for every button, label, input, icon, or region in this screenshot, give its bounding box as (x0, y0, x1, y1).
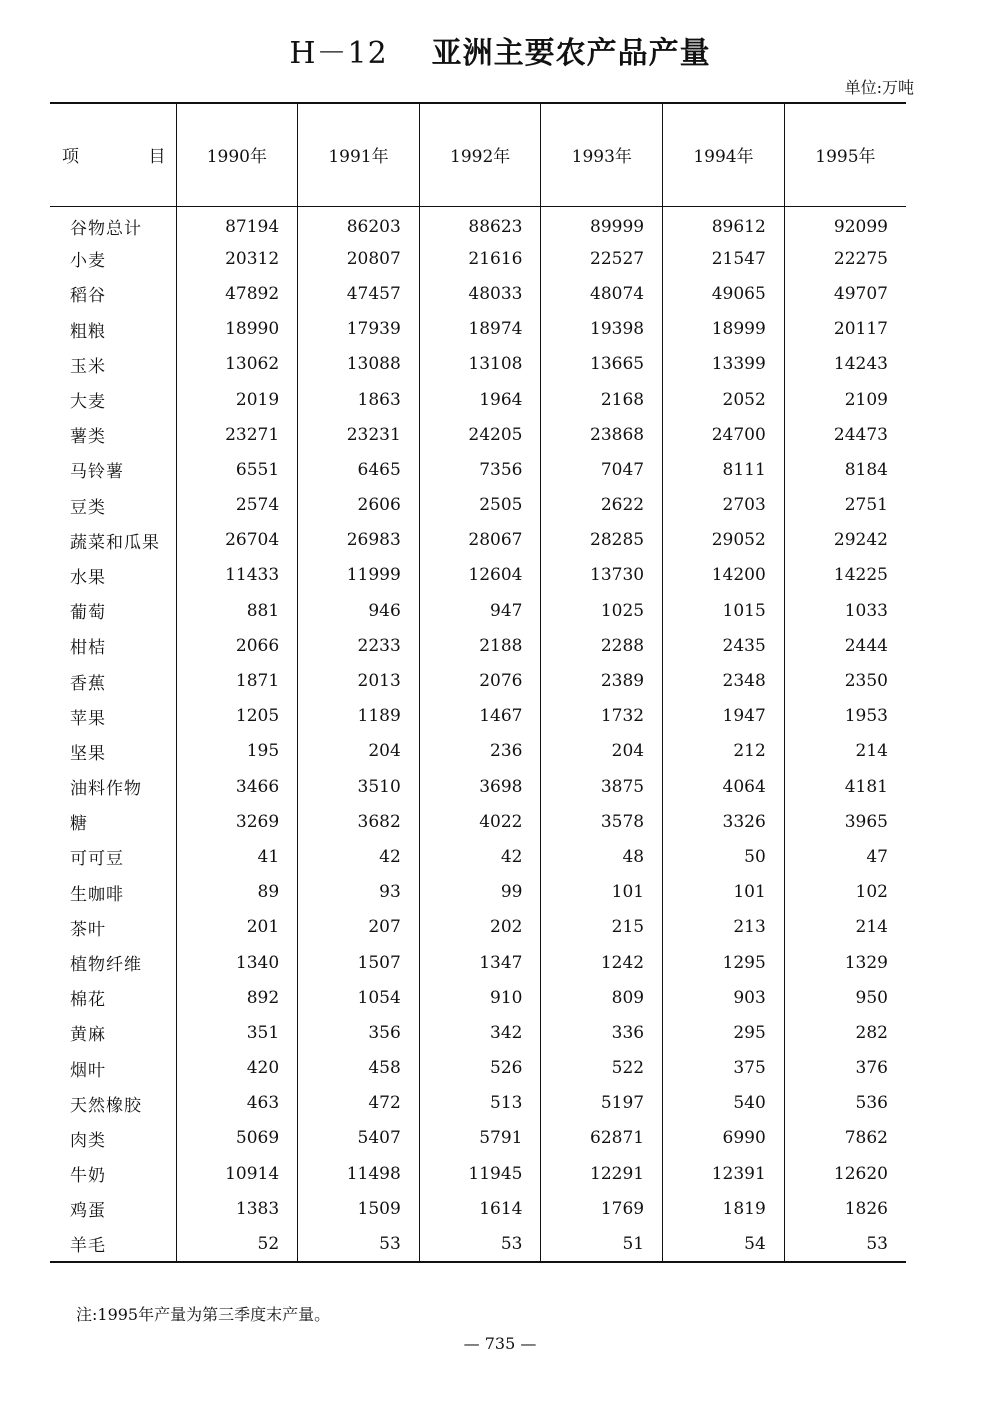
row-item-label: 水果 (70, 567, 106, 588)
value-cell: 13730 (541, 558, 663, 593)
value-cell: 92099 (784, 206, 906, 241)
row-item-label: 豆类 (70, 497, 106, 518)
value-cell: 2109 (784, 382, 906, 417)
value-cell: 50 (663, 839, 785, 874)
value-cell: 214 (784, 910, 906, 945)
item-header-left: 项 (62, 147, 79, 168)
value-cell: 14200 (663, 558, 785, 593)
value-cell: 99 (419, 875, 541, 910)
value-cell: 458 (298, 1051, 420, 1086)
row-item-label: 糖 (70, 814, 88, 835)
value-cell: 89999 (541, 206, 663, 241)
value-cell: 7047 (541, 452, 663, 487)
value-cell: 463 (176, 1086, 298, 1121)
value-cell: 1509 (298, 1191, 420, 1226)
value-cell: 1033 (784, 593, 906, 628)
value-cell: 47457 (298, 276, 420, 311)
value-cell: 26983 (298, 523, 420, 558)
value-cell: 18990 (176, 312, 298, 347)
row-item-label: 羊毛 (50, 1226, 176, 1261)
value-cell: 336 (541, 1015, 663, 1050)
value-cell: 13062 (176, 347, 298, 382)
value-cell: 4022 (419, 804, 541, 839)
table-row (50, 1086, 906, 1121)
production-table (50, 102, 906, 1263)
value-cell: 1964 (419, 382, 541, 417)
value-cell: 2233 (298, 628, 420, 663)
table-row (50, 206, 906, 241)
value-cell: 23868 (541, 417, 663, 452)
value-cell: 3466 (176, 769, 298, 804)
value-cell: 1015 (663, 593, 785, 628)
value-cell: 2606 (298, 488, 420, 523)
row-item-label: 坚果 (70, 743, 106, 764)
value-cell: 11498 (298, 1156, 420, 1191)
table-row (50, 875, 906, 910)
value-cell: 2444 (784, 628, 906, 663)
value-cell: 3698 (419, 769, 541, 804)
row-item-label: 马铃薯 (70, 462, 124, 483)
value-cell: 24700 (663, 417, 785, 452)
row-item-label: 生咖啡 (70, 884, 124, 905)
value-cell: 1467 (419, 699, 541, 734)
year-header: 1991年 (298, 103, 420, 206)
table-body (50, 206, 906, 1262)
table-row (50, 663, 906, 698)
value-cell: 52 (176, 1226, 298, 1261)
table-code: H－12 (289, 36, 388, 71)
table-row (50, 839, 906, 874)
value-cell: 62871 (541, 1121, 663, 1156)
row-item-label: 油料作物 (70, 779, 142, 800)
unit-label: 单位:万吨 (844, 78, 914, 97)
value-cell: 950 (784, 980, 906, 1015)
value-cell: 1953 (784, 699, 906, 734)
row-item-label: 大麦 (70, 392, 106, 413)
table-row (50, 1191, 906, 1226)
value-cell: 351 (176, 1015, 298, 1050)
table-row (50, 312, 906, 347)
value-cell: 21547 (663, 241, 785, 276)
value-cell: 2066 (176, 628, 298, 663)
value-cell: 207 (298, 910, 420, 945)
year-header: 1990年 (176, 103, 298, 206)
value-cell: 28067 (419, 523, 541, 558)
value-cell: 376 (784, 1051, 906, 1086)
value-cell: 101 (541, 875, 663, 910)
value-cell: 2168 (541, 382, 663, 417)
row-item-label: 烟叶 (70, 1060, 106, 1081)
value-cell: 195 (176, 734, 298, 769)
table-row (50, 1121, 906, 1156)
value-cell: 89612 (663, 206, 785, 241)
row-item-label: 粗粮 (70, 321, 106, 342)
value-cell: 88623 (419, 206, 541, 241)
value-cell: 2435 (663, 628, 785, 663)
table-row (50, 452, 906, 487)
value-cell: 47892 (176, 276, 298, 311)
year-header: 1995年 (784, 103, 906, 206)
value-cell: 48033 (419, 276, 541, 311)
row-item-label: 葡萄 (70, 603, 106, 624)
value-cell: 12291 (541, 1156, 663, 1191)
value-cell: 356 (298, 1015, 420, 1050)
value-cell: 48 (541, 839, 663, 874)
value-cell: 41 (176, 839, 298, 874)
value-cell: 13088 (298, 347, 420, 382)
value-cell: 53 (298, 1226, 420, 1261)
value-cell: 1329 (784, 945, 906, 980)
value-cell: 1383 (176, 1191, 298, 1226)
table-row (50, 910, 906, 945)
value-cell: 1189 (298, 699, 420, 734)
value-cell: 212 (663, 734, 785, 769)
value-cell: 13399 (663, 347, 785, 382)
table-row (50, 804, 906, 839)
value-cell: 3326 (663, 804, 785, 839)
value-cell: 1507 (298, 945, 420, 980)
value-cell: 42 (419, 839, 541, 874)
item-column-header (50, 103, 176, 206)
value-cell: 49707 (784, 276, 906, 311)
value-cell: 2348 (663, 663, 785, 698)
table-row (50, 593, 906, 628)
value-cell: 2389 (541, 663, 663, 698)
table-row (50, 769, 906, 804)
value-cell: 7862 (784, 1121, 906, 1156)
value-cell: 21616 (419, 241, 541, 276)
value-cell: 3965 (784, 804, 906, 839)
value-cell: 29242 (784, 523, 906, 558)
row-item-label: 柑桔 (70, 638, 106, 659)
value-cell: 881 (176, 593, 298, 628)
value-cell: 54 (663, 1226, 785, 1261)
value-cell: 3578 (541, 804, 663, 839)
value-cell: 1947 (663, 699, 785, 734)
value-cell: 1347 (419, 945, 541, 980)
value-cell: 5407 (298, 1121, 420, 1156)
row-item-label: 苹果 (70, 708, 106, 729)
value-cell: 1295 (663, 945, 785, 980)
value-cell: 3875 (541, 769, 663, 804)
table-row (50, 980, 906, 1015)
value-cell: 14243 (784, 347, 906, 382)
value-cell: 26704 (176, 523, 298, 558)
value-cell: 86203 (298, 206, 420, 241)
value-cell: 5791 (419, 1121, 541, 1156)
value-cell: 1871 (176, 663, 298, 698)
value-cell: 526 (419, 1051, 541, 1086)
value-cell: 18974 (419, 312, 541, 347)
page-number: — 735 — (463, 1334, 537, 1353)
value-cell: 53 (784, 1226, 906, 1261)
value-cell: 1826 (784, 1191, 906, 1226)
value-cell: 213 (663, 910, 785, 945)
value-cell: 540 (663, 1086, 785, 1121)
value-cell: 513 (419, 1086, 541, 1121)
value-cell: 13665 (541, 347, 663, 382)
value-cell: 236 (419, 734, 541, 769)
value-cell: 4181 (784, 769, 906, 804)
value-cell: 2703 (663, 488, 785, 523)
value-cell: 1205 (176, 699, 298, 734)
value-cell: 2188 (419, 628, 541, 663)
value-cell: 2052 (663, 382, 785, 417)
value-cell: 892 (176, 980, 298, 1015)
value-cell: 12391 (663, 1156, 785, 1191)
value-cell: 2019 (176, 382, 298, 417)
table-row (50, 628, 906, 663)
value-cell: 20117 (784, 312, 906, 347)
year-header: 1993年 (541, 103, 663, 206)
value-cell: 204 (298, 734, 420, 769)
table-row (50, 699, 906, 734)
value-cell: 1025 (541, 593, 663, 628)
value-cell: 47 (784, 839, 906, 874)
value-cell: 2013 (298, 663, 420, 698)
value-cell: 13108 (419, 347, 541, 382)
value-cell: 12620 (784, 1156, 906, 1191)
value-cell: 6990 (663, 1121, 785, 1156)
value-cell: 20312 (176, 241, 298, 276)
value-cell: 522 (541, 1051, 663, 1086)
value-cell: 12604 (419, 558, 541, 593)
value-cell: 215 (541, 910, 663, 945)
row-item-label: 天然橡胶 (70, 1095, 142, 1116)
value-cell: 24473 (784, 417, 906, 452)
table-row (50, 488, 906, 523)
value-cell: 11945 (419, 1156, 541, 1191)
value-cell: 1054 (298, 980, 420, 1015)
value-cell: 2350 (784, 663, 906, 698)
row-item-label: 棉花 (70, 990, 106, 1011)
footnote: 注:1995年产量为第三季度末产量。 (76, 1305, 331, 1324)
table-row (50, 276, 906, 311)
value-cell: 11433 (176, 558, 298, 593)
value-cell: 947 (419, 593, 541, 628)
value-cell: 6551 (176, 452, 298, 487)
row-item-label: 茶叶 (70, 919, 106, 940)
value-cell: 342 (419, 1015, 541, 1050)
row-item-label: 黄麻 (70, 1025, 106, 1046)
value-cell: 101 (663, 875, 785, 910)
value-cell: 51 (541, 1226, 663, 1261)
value-cell: 1769 (541, 1191, 663, 1226)
value-cell: 3269 (176, 804, 298, 839)
value-cell: 2076 (419, 663, 541, 698)
row-item-label: 可可豆 (70, 849, 124, 870)
value-cell: 946 (298, 593, 420, 628)
page-title (0, 28, 1000, 72)
value-cell: 18999 (663, 312, 785, 347)
value-cell: 22275 (784, 241, 906, 276)
table-row (50, 417, 906, 452)
value-cell: 20807 (298, 241, 420, 276)
value-cell: 14225 (784, 558, 906, 593)
value-cell: 89 (176, 875, 298, 910)
value-cell: 102 (784, 875, 906, 910)
value-cell: 3510 (298, 769, 420, 804)
value-cell: 2288 (541, 628, 663, 663)
year-header: 1992年 (419, 103, 541, 206)
row-item-label: 小麦 (70, 251, 106, 272)
value-cell: 214 (784, 734, 906, 769)
value-cell: 1819 (663, 1191, 785, 1226)
row-item-label: 牛奶 (70, 1166, 106, 1187)
value-cell: 93 (298, 875, 420, 910)
value-cell: 1614 (419, 1191, 541, 1226)
value-cell: 910 (419, 980, 541, 1015)
value-cell: 29052 (663, 523, 785, 558)
value-cell: 2622 (541, 488, 663, 523)
table-row (50, 1015, 906, 1050)
value-cell: 23271 (176, 417, 298, 452)
table-row (50, 347, 906, 382)
value-cell: 3682 (298, 804, 420, 839)
year-header: 1994年 (663, 103, 785, 206)
table-row (50, 945, 906, 980)
value-cell: 17939 (298, 312, 420, 347)
row-item-label: 蔬菜和瓜果 (70, 532, 160, 553)
table-row (50, 1156, 906, 1191)
value-cell: 5069 (176, 1121, 298, 1156)
value-cell: 8184 (784, 452, 906, 487)
value-cell: 11999 (298, 558, 420, 593)
value-cell: 1340 (176, 945, 298, 980)
item-header-right: 目 (148, 147, 166, 168)
value-cell: 809 (541, 980, 663, 1015)
row-item-label: 香蕉 (70, 673, 106, 694)
value-cell: 472 (298, 1086, 420, 1121)
value-cell: 2751 (784, 488, 906, 523)
value-cell: 2574 (176, 488, 298, 523)
row-item-label: 薯类 (70, 427, 106, 448)
row-item-label: 稻谷 (70, 286, 106, 307)
value-cell: 903 (663, 980, 785, 1015)
value-cell: 295 (663, 1015, 785, 1050)
table-row (50, 241, 906, 276)
value-cell: 1863 (298, 382, 420, 417)
value-cell: 2505 (419, 488, 541, 523)
table-title-text: 亚洲主要农产品产量 (431, 36, 711, 71)
row-item-label: 植物纤维 (70, 955, 142, 976)
value-cell: 23231 (298, 417, 420, 452)
value-cell: 5197 (541, 1086, 663, 1121)
value-cell: 282 (784, 1015, 906, 1050)
value-cell: 19398 (541, 312, 663, 347)
value-cell: 10914 (176, 1156, 298, 1191)
value-cell: 42 (298, 839, 420, 874)
value-cell: 28285 (541, 523, 663, 558)
value-cell: 6465 (298, 452, 420, 487)
value-cell: 8111 (663, 452, 785, 487)
value-cell: 53 (419, 1226, 541, 1261)
value-cell: 48074 (541, 276, 663, 311)
value-cell: 87194 (176, 206, 298, 241)
value-cell: 202 (419, 910, 541, 945)
value-cell: 420 (176, 1051, 298, 1086)
value-cell: 1242 (541, 945, 663, 980)
row-item-label: 谷物总计 (70, 219, 142, 240)
value-cell: 375 (663, 1051, 785, 1086)
value-cell: 204 (541, 734, 663, 769)
value-cell: 1732 (541, 699, 663, 734)
table-row (50, 734, 906, 769)
row-item-label: 鸡蛋 (70, 1201, 106, 1222)
row-item-label: 玉米 (70, 356, 106, 377)
value-cell: 4064 (663, 769, 785, 804)
value-cell: 22527 (541, 241, 663, 276)
value-cell: 201 (176, 910, 298, 945)
value-cell: 7356 (419, 452, 541, 487)
value-cell: 49065 (663, 276, 785, 311)
table-row (50, 1226, 906, 1261)
table-row (50, 558, 906, 593)
value-cell: 24205 (419, 417, 541, 452)
table-row (50, 523, 906, 558)
row-item-label: 肉类 (70, 1130, 106, 1151)
value-cell: 536 (784, 1086, 906, 1121)
table-row (50, 1051, 906, 1086)
table-row (50, 382, 906, 417)
header-row (50, 103, 906, 206)
